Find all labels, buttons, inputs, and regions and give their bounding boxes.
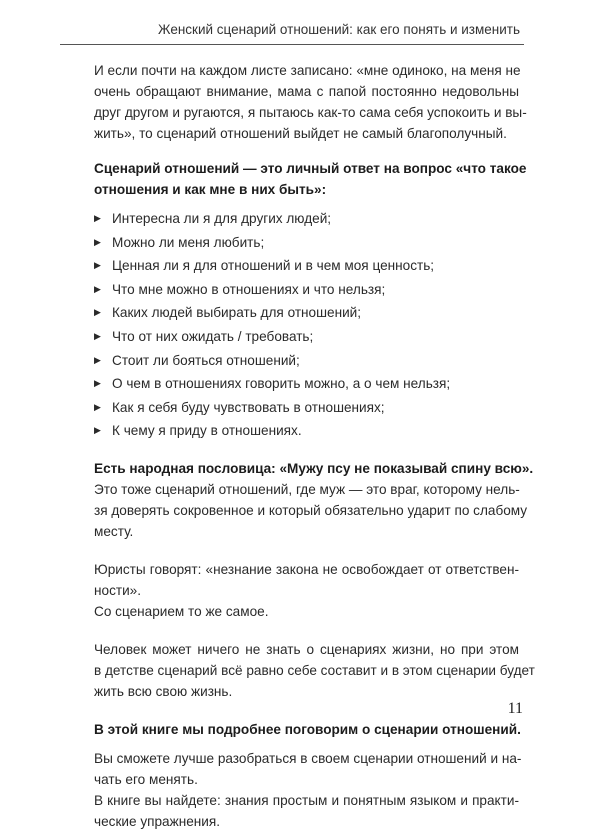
lawyers-paragraph: [94, 559, 519, 601]
list-item: [94, 350, 519, 371]
intro-paragraph: [94, 60, 527, 144]
bullet-icon: ▶: [94, 307, 101, 318]
heading-line: Есть народная пословица: «Мужу псу не показывай спину всю».: [94, 460, 534, 476]
list-item-text: Как я себя буду чувствовать в отношениях;: [112, 399, 385, 415]
text-line: очень обращают внимание, мама с папой постоянно недовольны: [94, 84, 519, 99]
list-item: [94, 373, 519, 394]
list-item: [94, 255, 519, 276]
book-paragraph-1: [94, 748, 522, 790]
list-item-text: Можно ли меня любить;: [112, 234, 265, 250]
list-item: [94, 279, 519, 300]
list-item: [94, 397, 519, 418]
heading-line: отношения и как мне в них быть»:: [94, 182, 327, 197]
list-item-text: Ценная ли я для отношений и в чем моя ценность;: [112, 258, 435, 274]
text-line: ческие упражнения.: [94, 813, 220, 829]
bullet-icon: ▶: [94, 283, 101, 294]
definition-heading: [94, 158, 527, 200]
text-line: жить», то сценарий отношений выйдет не самый благополучный.: [94, 126, 507, 141]
text-line: жить всю свою жизнь.: [94, 683, 233, 699]
list-item-text: К чему я приду в отношениях.: [112, 423, 302, 439]
heading-line: Сценарий отношений — это личный ответ на вопрос «что такое: [94, 161, 527, 176]
list-item: [94, 208, 519, 229]
questions-list: [94, 208, 519, 441]
text-line: Юристы говорят: «незнание закона не освобождает от ответствен-: [94, 561, 519, 577]
same-with-scenario-paragraph: [94, 601, 519, 622]
person-paragraph: [94, 639, 535, 702]
list-item: [94, 302, 519, 323]
header-rule: [60, 44, 524, 45]
list-item-text: Стоит ли бояться отношений;: [112, 352, 300, 368]
list-item: [94, 326, 519, 347]
text-line: Вы сможете лучше разобраться в своем сценарии отношений и на-: [94, 750, 522, 766]
bullet-icon: ▶: [94, 354, 101, 365]
text-line: месту.: [94, 523, 134, 539]
text-line: Со сценарием то же самое.: [94, 603, 269, 619]
text-line: Это тоже сценарий отношений, где муж — это враг, которому нель-: [94, 481, 520, 497]
bullet-icon: ▶: [94, 260, 101, 271]
list-item-text: Каких людей выбирать для отношений;: [112, 305, 362, 321]
list-item: [94, 232, 519, 253]
list-item: [94, 420, 519, 441]
text-line: И если почти на каждом листе записано: «мне одиноко, на меня не: [94, 63, 521, 78]
list-item-text: Интересна ли я для других людей;: [112, 211, 332, 226]
running-header: Женский сценарий отношений: как его понять и изменить: [158, 22, 520, 37]
text-line: В книге вы найдете: знания простым и понятным языком и практи-: [94, 792, 519, 808]
bullet-icon: ▶: [94, 425, 101, 436]
book-heading: [94, 719, 519, 740]
proverb-heading: [94, 458, 534, 479]
text-line: Человек может ничего не знать о сценариях жизни, но при этом: [94, 641, 519, 657]
heading-line: В этой книге мы подробнее поговорим о сценарии отношений.: [94, 721, 521, 737]
bullet-icon: ▶: [94, 330, 101, 341]
text-line: друг другом и ругаются, я пытаюсь как-то сама себя успокоить и вы-: [94, 105, 527, 120]
book-paragraph-2: [94, 790, 519, 832]
text-line: ности».: [94, 582, 142, 598]
proverb-paragraph: [94, 479, 528, 542]
list-item-text: О чем в отношениях говорить можно, а о чем нельзя;: [112, 376, 451, 392]
bullet-icon: ▶: [94, 401, 101, 412]
text-line: в детстве сценарий всё равно себе составит и в этом сценарии будет: [94, 662, 535, 678]
text-line: чать его менять.: [94, 771, 198, 787]
list-item-text: Что от них ожидать / требовать;: [112, 328, 314, 344]
bullet-icon: ▶: [94, 378, 101, 389]
bullet-icon: ▶: [94, 236, 101, 247]
text-line: зя доверять сокровенное и который обязательно ударит по слабому: [94, 502, 528, 518]
bullet-icon: ▶: [94, 213, 101, 223]
page-body: [94, 60, 535, 832]
page-number: 11: [507, 700, 523, 717]
list-item-text: Что мне можно в отношениях и что нельзя;: [112, 281, 386, 297]
